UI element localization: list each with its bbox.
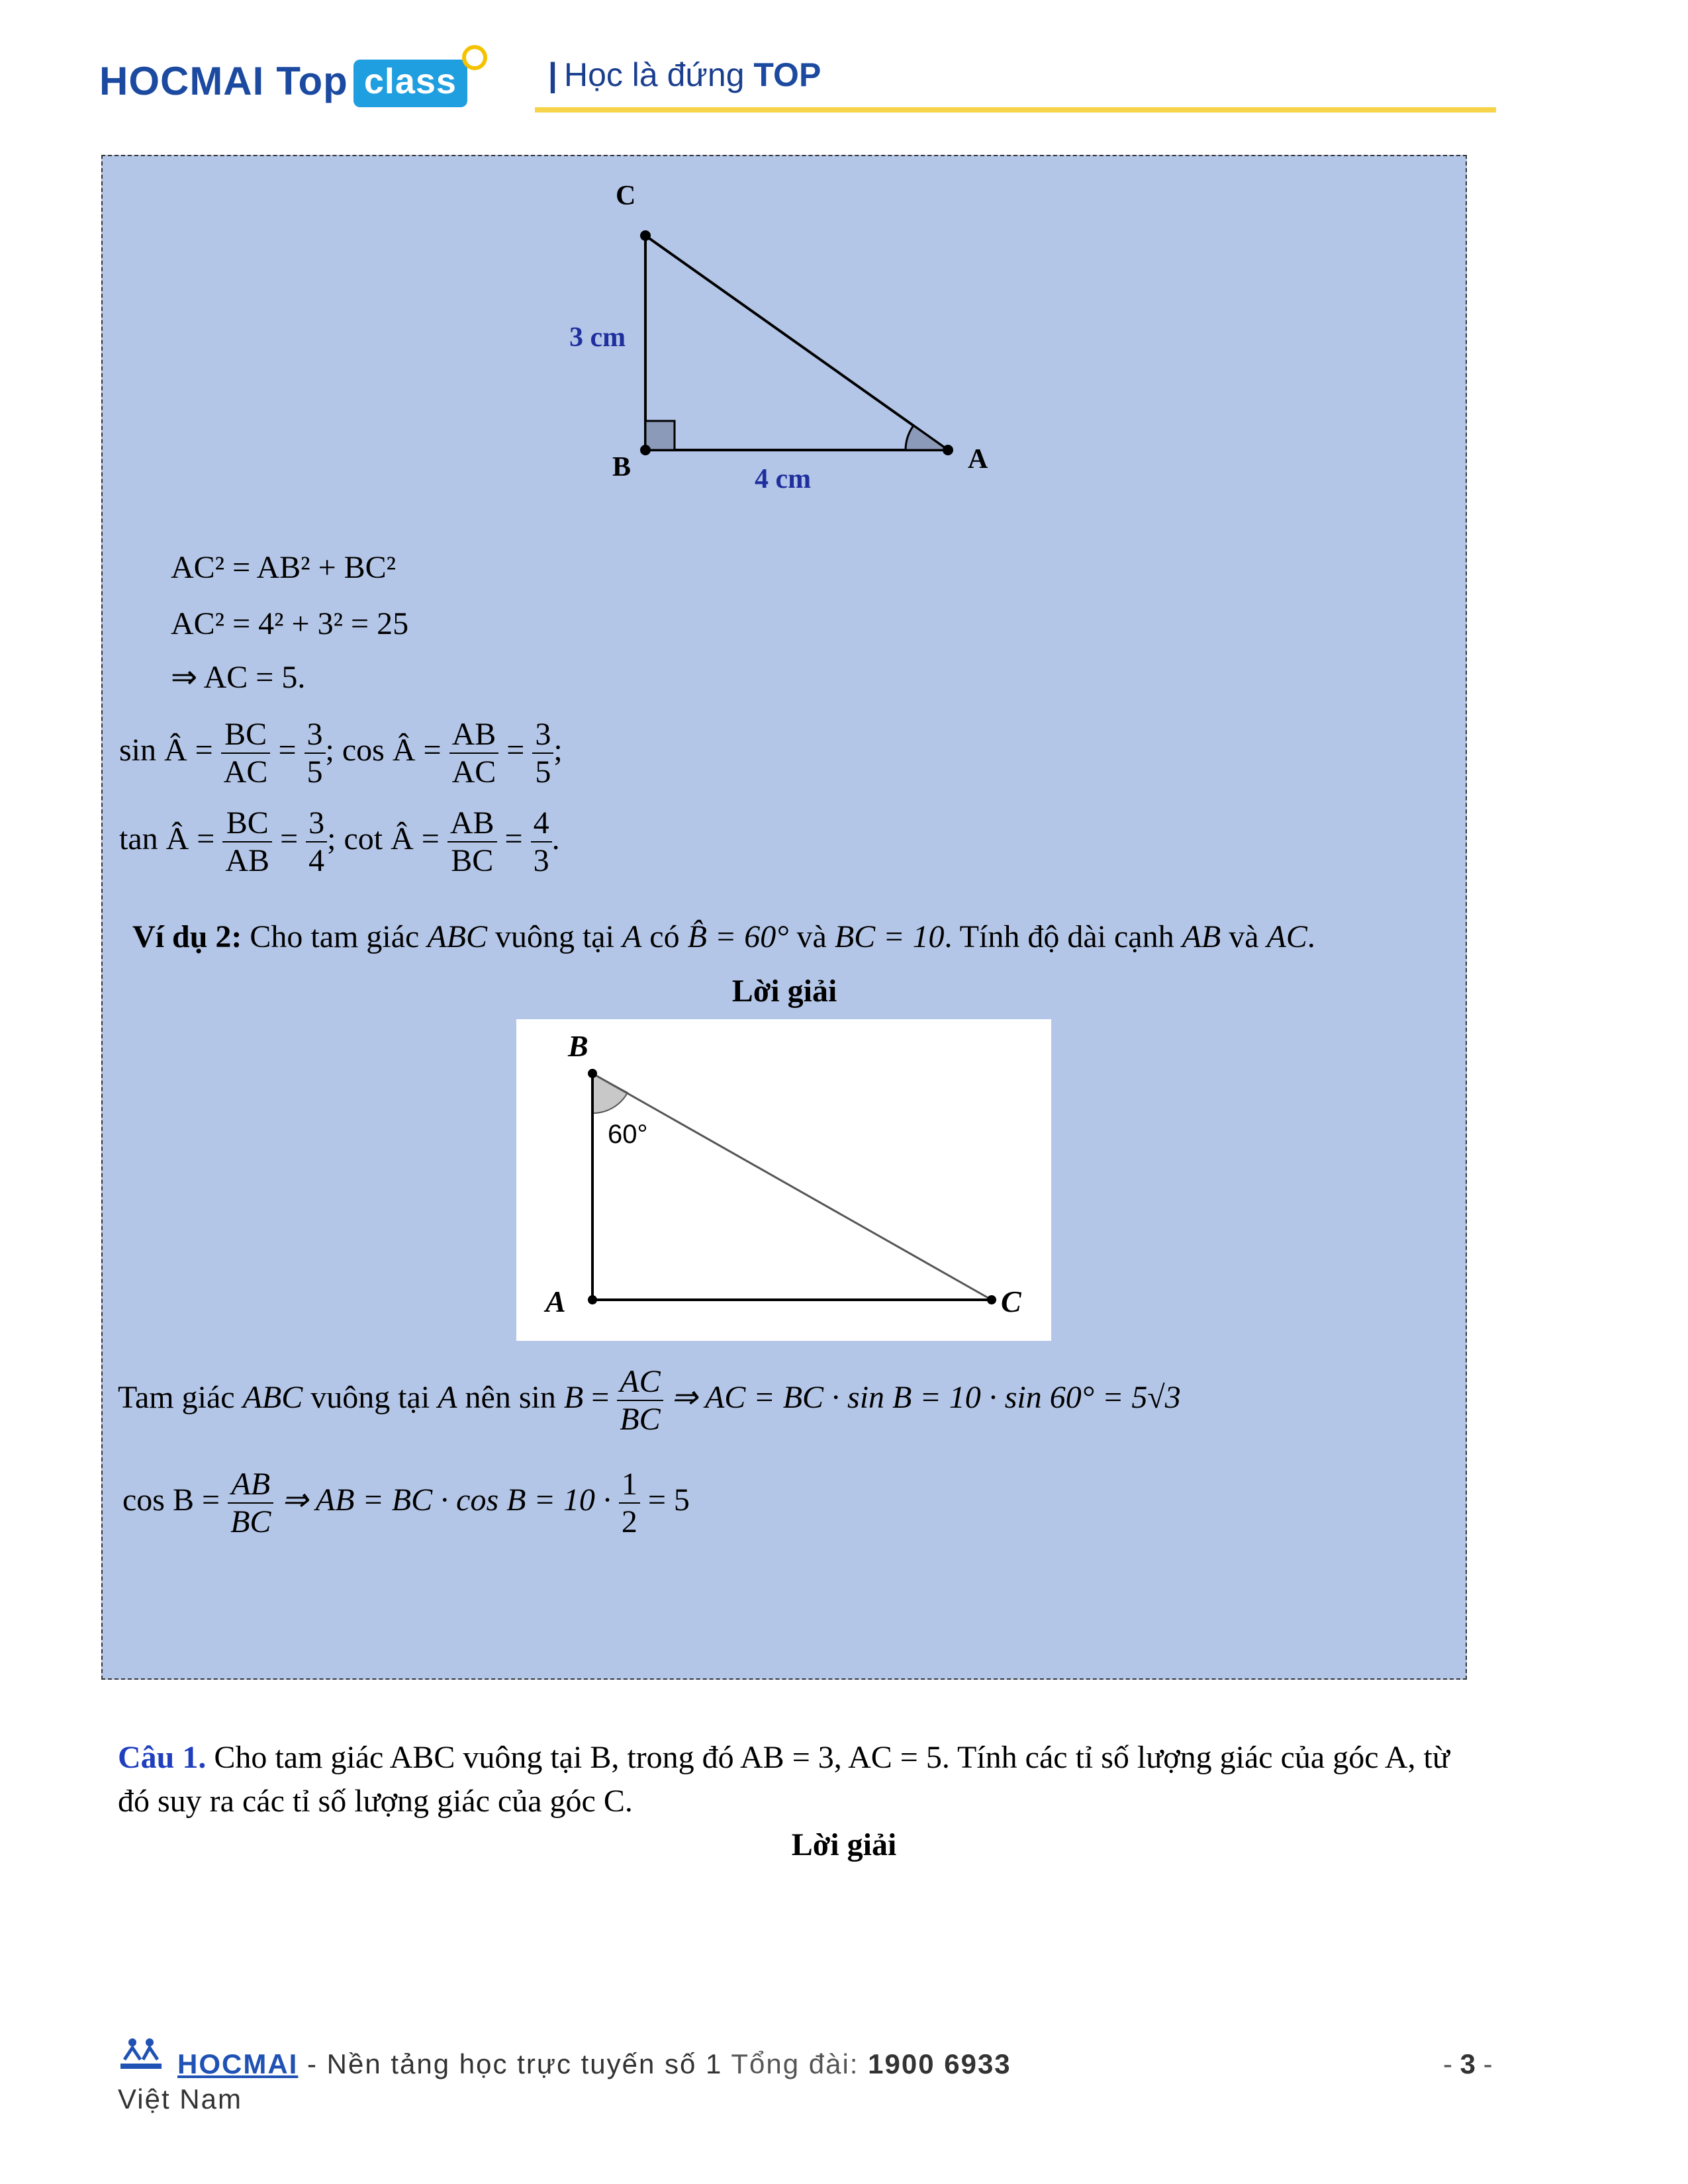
logo-class: class	[353, 60, 467, 107]
tagline-prefix: Học là đứng	[564, 56, 745, 93]
footer-line-2: Việt Nam	[118, 2083, 242, 2115]
footer-line: HOCMAI - Nền tảng học trực tuyến số 1 Tổng đài: 1900 6933	[177, 2048, 1011, 2079]
triangle-figure-2	[516, 1019, 1051, 1341]
example-2-solution-title: Lời giải	[731, 974, 837, 1009]
tan-cot-line: tan Â = $\frac{BC}{AB}$ = $\frac{3}{4}$ ; cot Â = $\frac{AB}{BC}$ = $\frac{4}{3}$ .	[119, 805, 560, 879]
question-1-label: Câu 1.	[118, 1740, 207, 1775]
side-bc-label: 3 cm	[569, 322, 626, 353]
solution-2-line-2: cos B = $\frac{AB}{BC}$ ⇒ AB = BC · cos B = 10 · $\frac{1}{2}$ = 5	[122, 1467, 690, 1540]
fig2-vertex-a: A	[545, 1285, 566, 1318]
logo-main: HOCMAI	[99, 59, 265, 103]
hocmai-logo-icon	[118, 2037, 165, 2073]
question-1-line-2: đó suy ra các tỉ số lượng giác của góc C.	[118, 1784, 633, 1819]
example-2-statement: Ví dụ 2: Cho tam giác ABC vuông tại A có B̂ = 60° và BC = 10. Tính độ dài cạnh AB và AC.	[132, 919, 1315, 954]
question-1-line-1: Câu 1. Cho tam giác ABC vuông tại B, trong đó AB = 3, AC = 5. Tính các tỉ số lượng giác của góc A, từ	[118, 1740, 1450, 1775]
example-2-label: Ví dụ 2:	[132, 919, 242, 954]
pythagoras-line-1: AC² = AB² + BC²	[171, 550, 397, 585]
fig2-vertex-b: B	[568, 1029, 588, 1063]
pythagoras-line-3: ⇒ AC = 5.	[171, 660, 306, 695]
tagline-bold: TOP	[753, 56, 821, 93]
vertex-b-label: B	[612, 452, 632, 482]
logo-sun-icon	[462, 45, 487, 70]
sin-cos-line: sin Â = $\frac{BC}{AC}$ = $\frac{3}{5}$ ; cos Â = $\frac{AB}{AC}$ = $\frac{3}{5}$ ;	[119, 717, 563, 790]
vertex-c-label: C	[616, 181, 636, 211]
solution-2-line-1: Tam giác ABC vuông tại A nên sin B = $\frac{AC}{BC}$ ⇒ AC = BC · sin B = 10 · sin 60° = 5√3	[118, 1364, 1181, 1437]
side-ab-label: 4 cm	[755, 464, 812, 494]
vertex-a-label: A	[968, 444, 988, 475]
question-1-solution-title: Lời giải	[791, 1827, 897, 1862]
footer-hotline: 1900 6933	[868, 2048, 1011, 2079]
tagline: | Học là đứng TOP	[548, 56, 821, 93]
brand-logo	[99, 58, 467, 109]
header-divider	[535, 107, 1496, 113]
fig2-vertex-c: C	[1001, 1285, 1021, 1318]
fig2-angle-label: 60°	[608, 1120, 648, 1149]
footer-brand-link[interactable]: HOCMAI	[177, 2048, 299, 2079]
logo-top: Top	[276, 59, 348, 103]
pythagoras-line-2: AC² = 4² + 3² = 25	[171, 606, 409, 641]
page-number: - 3 -	[1443, 2048, 1493, 2079]
